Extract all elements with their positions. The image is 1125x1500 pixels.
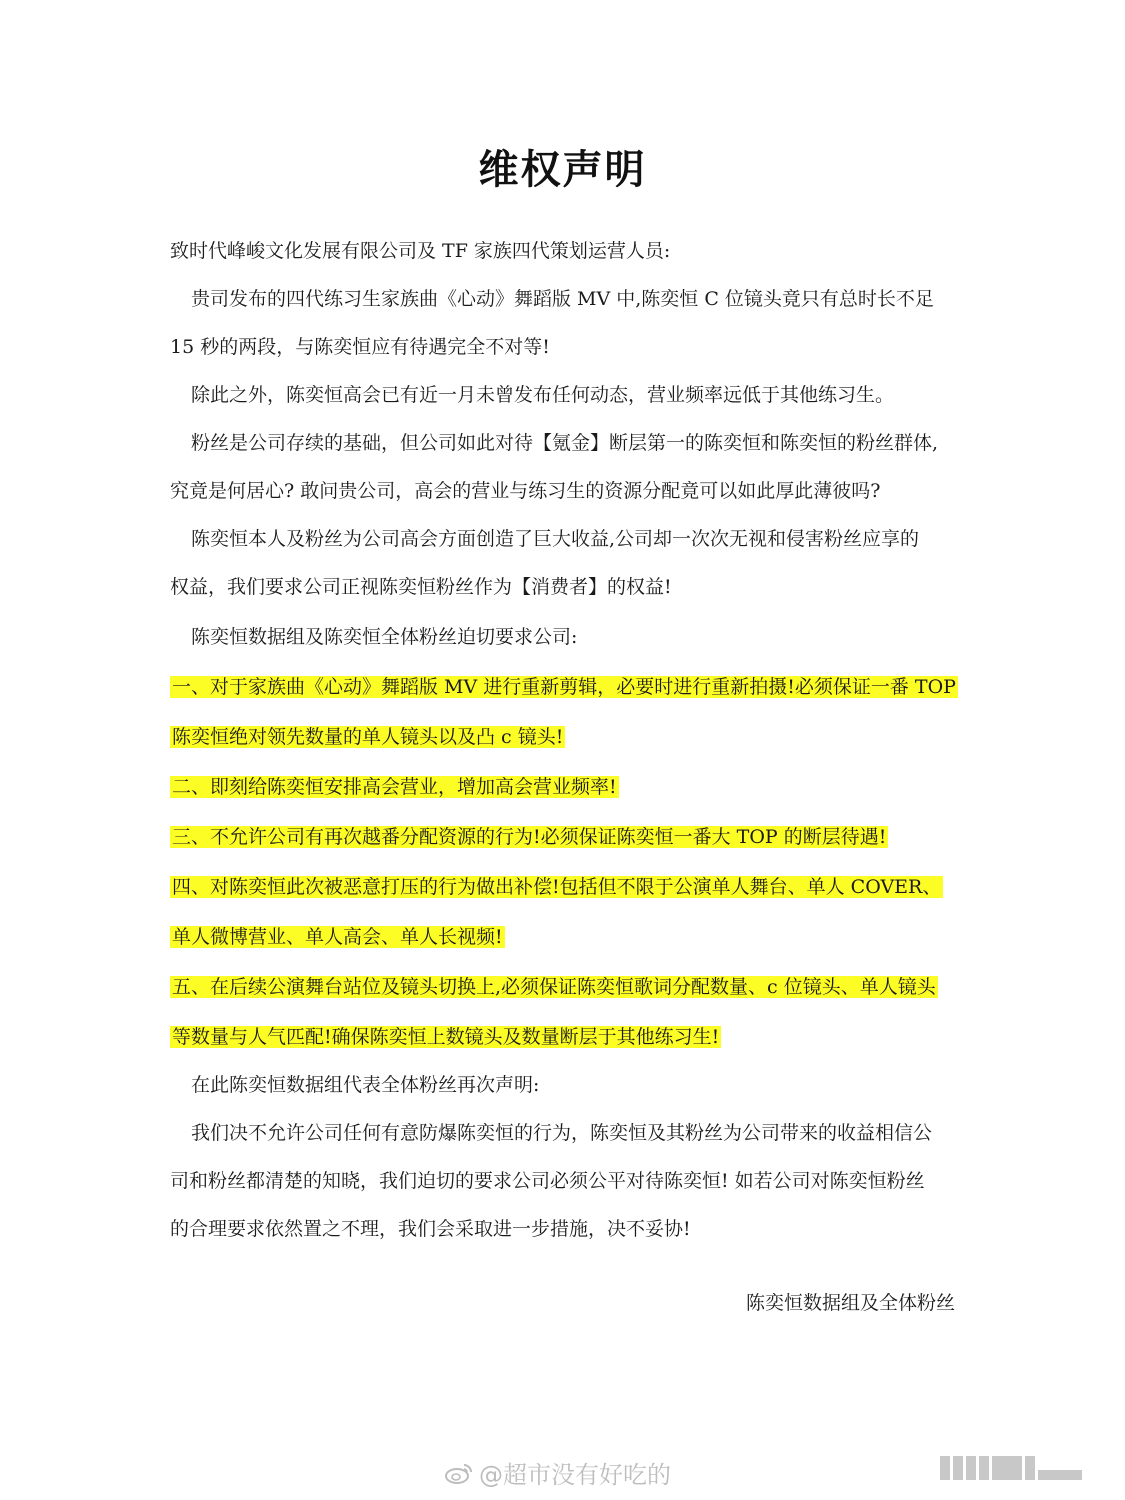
paragraph-2-line-1: 除此之外，陈奕恒高会已有近一月未曾发布任何动态，营业频率远低于其他练习生。 — [191, 384, 895, 406]
highlighted-text: 四、对陈奕恒此次被恶意打压的行为做出补偿!包括但不限于公演单人舞台、单人 COVER、 — [172, 876, 942, 898]
paragraph-3-line-1: 粉丝是公司存续的基础，但公司如此对待【氪金】断层第一的陈奕恒和陈奕恒的粉丝群体, — [191, 432, 939, 454]
demand-2-line-1 — [170, 774, 970, 800]
watermark-bar — [1025, 1456, 1035, 1480]
watermark — [445, 1455, 671, 1490]
closing-1-line-1: 在此陈奕恒数据组代表全体粉丝再次声明: — [191, 1074, 540, 1096]
highlighted-text: 三、不允许公司有再次越番分配资源的行为!必须保证陈奕恒一番大 TOP 的断层待遇! — [172, 826, 887, 848]
watermark-bars — [940, 1456, 1082, 1480]
watermark-bar — [940, 1456, 950, 1480]
demand-5-line-2 — [170, 1024, 970, 1050]
demand-5-line-1 — [170, 974, 970, 1000]
document-title: 维权声明 — [478, 147, 647, 193]
demand-3-line-1 — [170, 824, 970, 850]
watermark-bar — [966, 1456, 976, 1480]
highlighted-text: 二、即刻给陈奕恒安排高会营业，增加高会营业频率! — [172, 776, 617, 798]
closing-2-line-1: 我们决不允许公司任何有意防爆陈奕恒的行为，陈奕恒及其粉丝为公司带来的收益相信公 — [191, 1122, 933, 1144]
watermark-text: @超市没有好吃的 — [479, 1461, 671, 1489]
paragraph-3-line-2: 究竟是何居心? 敢问贵公司，高会的营业与练习生的资源分配竟可以如此厚此薄彼吗? — [170, 480, 881, 502]
paragraph-1-line-2: 15 秒的两段，与陈奕恒应有待遇完全不对等! — [170, 336, 550, 358]
watermark-bar — [979, 1456, 989, 1480]
highlighted-text: 一、对于家族曲《心动》舞蹈版 MV 进行重新剪辑，必要时进行重新拍摄!必须保证一番 TOP — [172, 676, 956, 698]
watermark-bar — [992, 1456, 1022, 1480]
highlighted-text: 陈奕恒绝对领先数量的单人镜头以及凸 c 镜头! — [172, 726, 564, 748]
paragraph-1-line-1: 贵司发布的四代练习生家族曲《心动》舞蹈版 MV 中,陈奕恒 C 位镜头竟只有总时长不足 — [191, 288, 934, 310]
demand-4-line-1 — [170, 874, 970, 900]
paragraph-4-line-2: 权益，我们要求公司正视陈奕恒粉丝作为【消费者】的权益! — [170, 576, 672, 598]
closing-2-line-2: 司和粉丝都清楚的知晓，我们迫切的要求公司必须公平对待陈奕恒! 如若公司对陈奕恒粉丝 — [170, 1170, 925, 1192]
highlighted-text: 五、在后续公演舞台站位及镜头切换上,必须保证陈奕恒歌词分配数量、c 位镜头、单人镜头 — [172, 976, 936, 998]
demand-1-line-2 — [170, 724, 970, 750]
demand-4-line-2 — [170, 924, 970, 950]
signature: 陈奕恒数据组及全体粉丝 — [745, 1292, 955, 1314]
salutation: 致时代峰峻文化发展有限公司及 TF 家族四代策划运营人员: — [170, 240, 671, 262]
demand-1-line-1 — [170, 674, 970, 700]
paragraph-5-line-1: 陈奕恒数据组及陈奕恒全体粉丝迫切要求公司: — [191, 626, 578, 648]
highlighted-text: 等数量与人气匹配!确保陈奕恒上数镜头及数量断层于其他练习生! — [172, 1026, 720, 1048]
watermark-bar — [953, 1456, 963, 1480]
paragraph-4-line-1: 陈奕恒本人及粉丝为公司高会方面创造了巨大收益,公司却一次次无视和侵害粉丝应享的 — [191, 528, 920, 550]
closing-2-line-3: 的合理要求依然置之不理，我们会采取进一步措施，决不妥协! — [170, 1218, 691, 1240]
highlighted-text: 单人微博营业、单人高会、单人长视频! — [172, 926, 503, 948]
document-body — [170, 238, 970, 1242]
weibo-logo-icon — [445, 1462, 473, 1484]
watermark-bar — [1038, 1470, 1082, 1480]
